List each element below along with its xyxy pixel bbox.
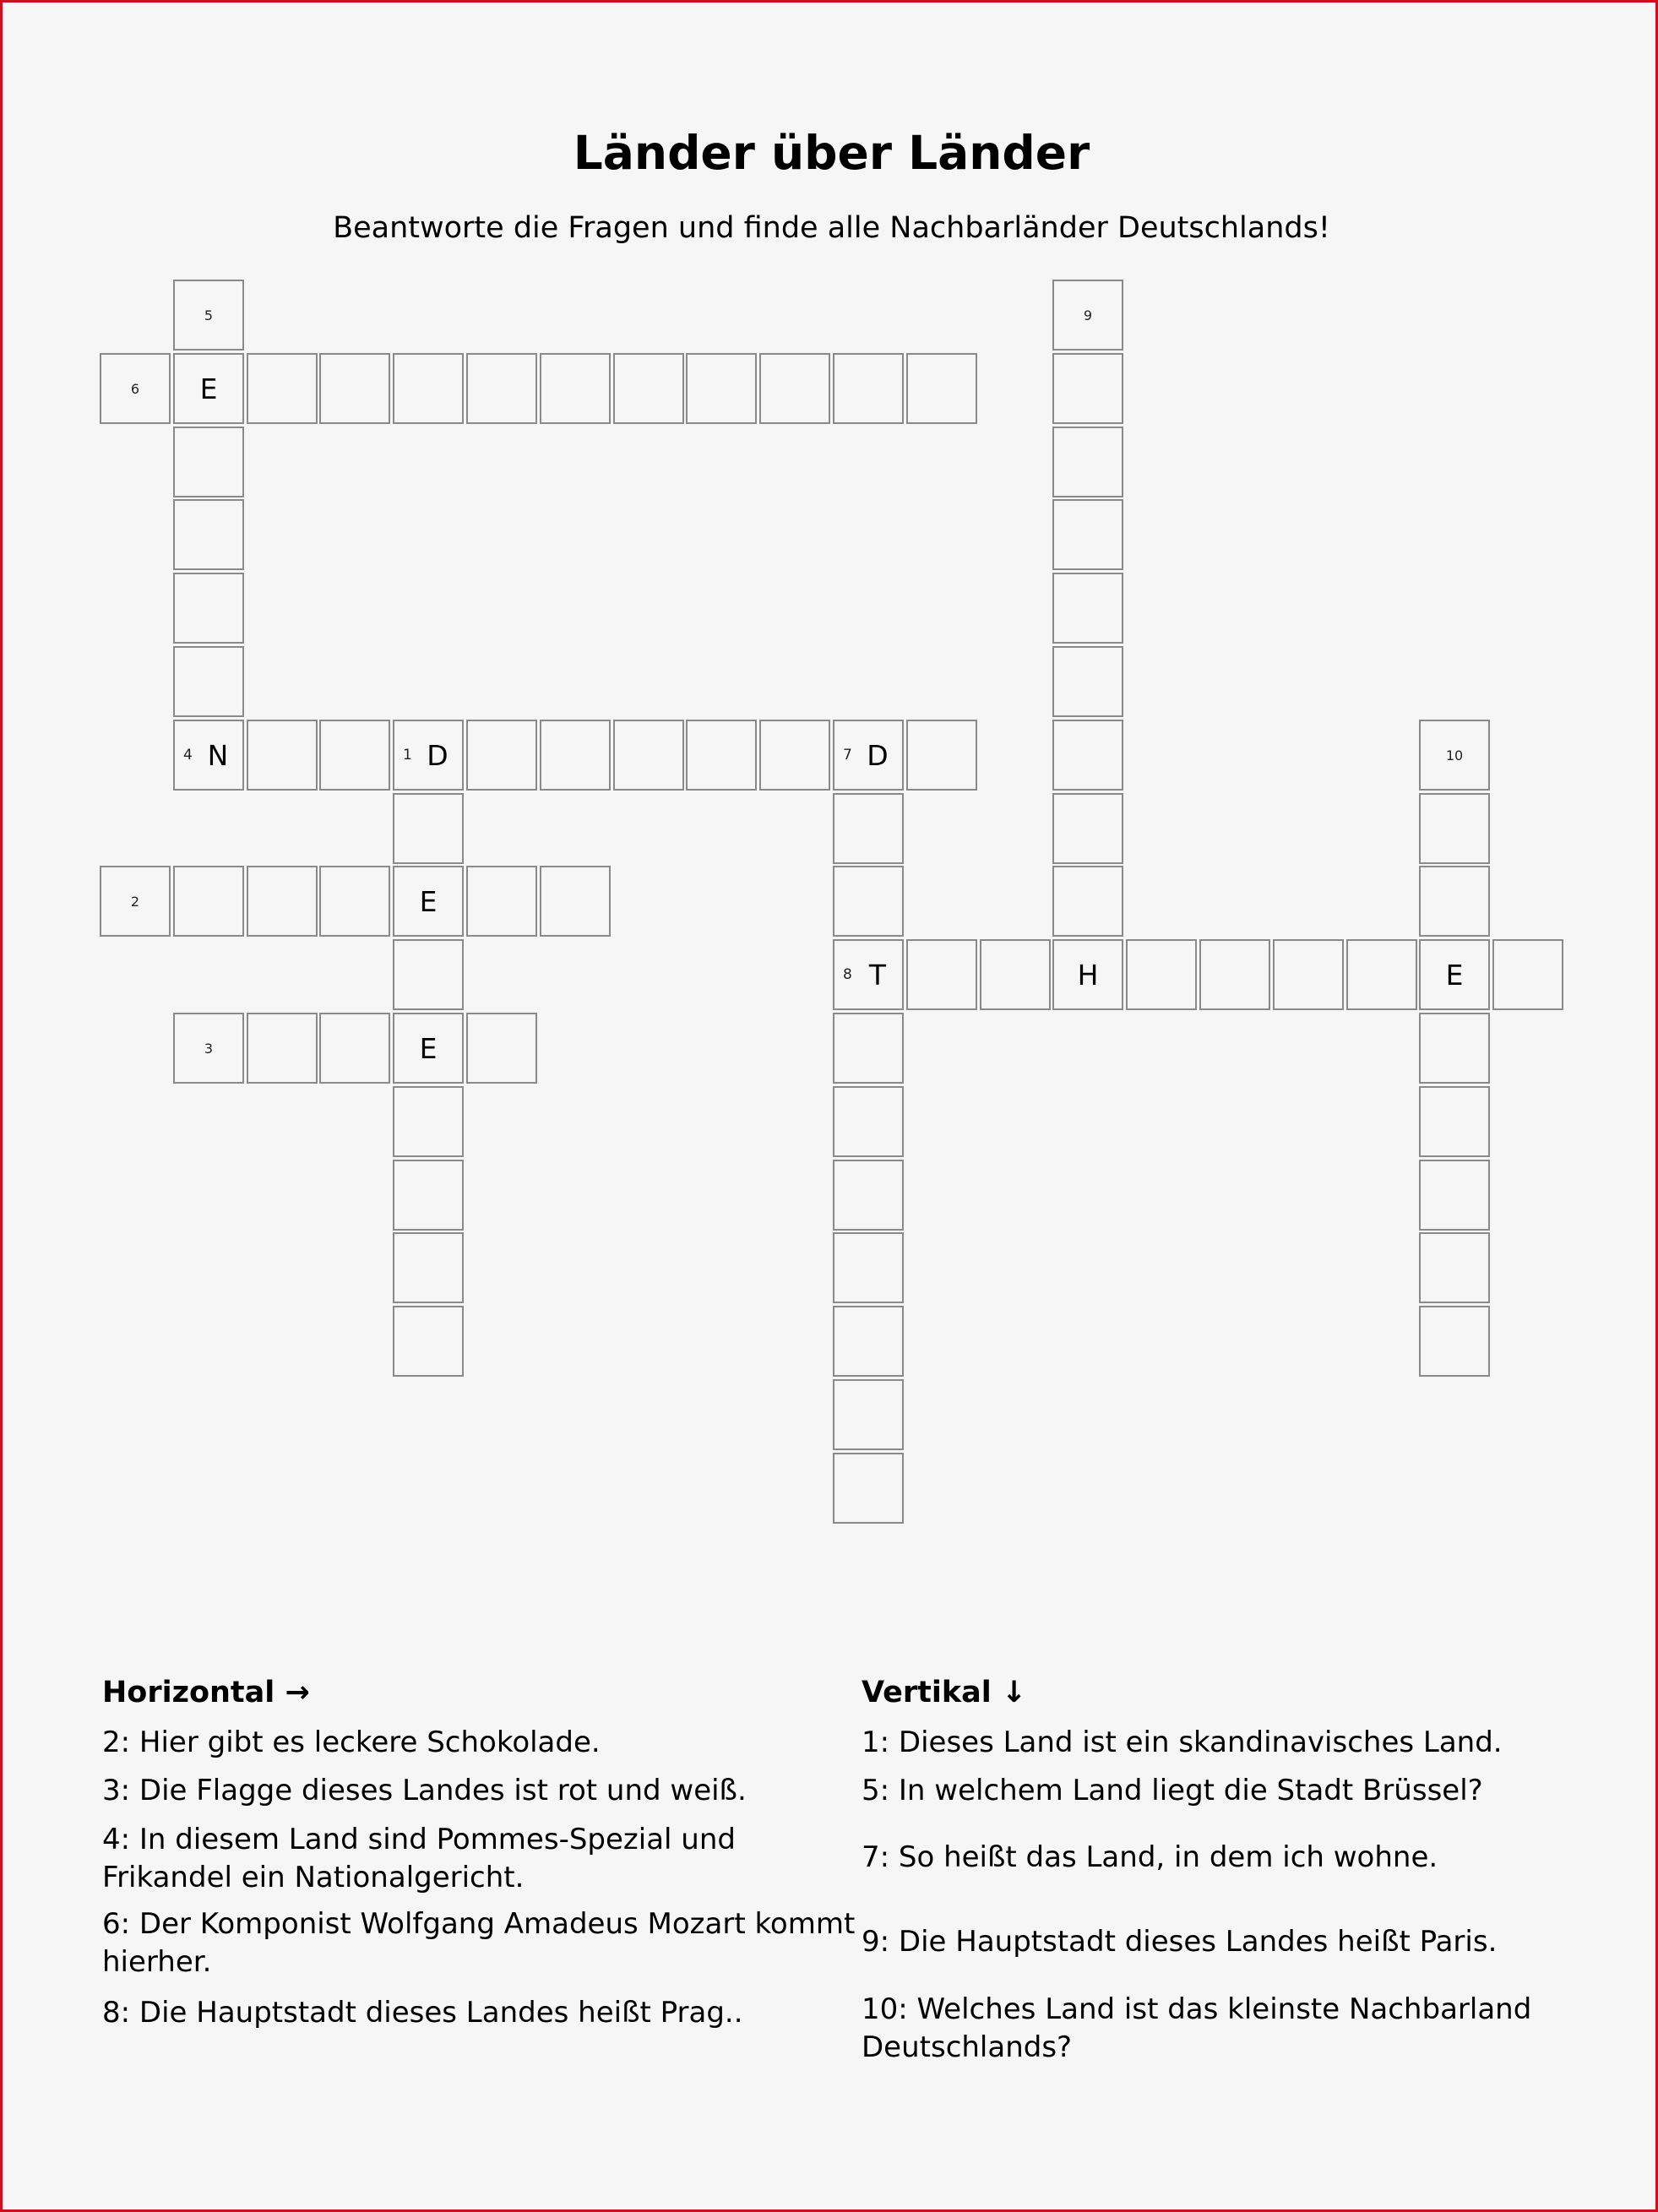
crossword-cell[interactable] <box>100 353 171 424</box>
crossword-cell[interactable] <box>906 720 977 791</box>
crossword-cell[interactable] <box>906 353 977 424</box>
clue-horizontal-3: 3: Die Flagge dieses Landes ist rot und weiß. <box>102 1774 747 1807</box>
crossword-cell[interactable] <box>393 939 464 1010</box>
crossword-cell[interactable] <box>906 939 977 1010</box>
crossword-cell[interactable] <box>540 866 611 937</box>
horizontal-clues <box>102 1671 862 2030</box>
crossword-cell[interactable] <box>833 1160 904 1231</box>
crossword-cell[interactable] <box>173 573 244 644</box>
crossword-cell[interactable] <box>247 866 318 937</box>
clue-horizontal-4: 4: In diesem Land sind Pommes-Spezial und Frikandel ein Nationalgericht. <box>102 1823 736 1894</box>
clue-horizontal-2: 2: Hier gibt es leckere Schokolade. <box>102 1726 601 1759</box>
crossword-cell[interactable] <box>833 720 904 791</box>
crossword-cell[interactable] <box>393 720 464 791</box>
clue-number: 2 <box>130 893 140 910</box>
horizontal-clues-heading: Horizontal → <box>102 1676 310 1709</box>
crossword-grid <box>3 3 1658 1607</box>
crossword-cell[interactable] <box>1273 939 1344 1010</box>
crossword-cell[interactable] <box>1346 939 1417 1010</box>
clue-number: 5 <box>204 307 214 323</box>
crossword-cell[interactable] <box>173 646 244 717</box>
crossword-cell[interactable] <box>833 793 904 864</box>
crossword-cell[interactable] <box>247 353 318 424</box>
prefilled-letter: H <box>1077 958 1099 992</box>
prefilled-letter: T <box>868 958 887 992</box>
crossword-cell[interactable] <box>1419 1160 1490 1231</box>
clue-number: 3 <box>204 1040 214 1057</box>
clue-horizontal-8: 8: Die Hauptstadt dieses Landes heißt Prag.. <box>102 1996 743 2030</box>
crossword-cell[interactable] <box>1052 866 1123 937</box>
clue-number: 7 <box>843 747 852 764</box>
clue-number: 9 <box>1083 307 1093 323</box>
crossword-cell[interactable] <box>393 1306 464 1377</box>
crossword-cell[interactable] <box>393 793 464 864</box>
clue-vertical-5: 5: In welchem Land liegt die Stadt Brüssel? <box>862 1774 1483 1807</box>
crossword-cell[interactable] <box>613 353 684 424</box>
page-subtitle: Beantworte die Fragen und finde alle Nachbarländer Deutschlands! <box>333 211 1330 245</box>
prefilled-letter: D <box>867 738 889 772</box>
clue-number: 4 <box>183 747 193 764</box>
crossword-cell[interactable] <box>759 720 830 791</box>
crossword-cell[interactable] <box>759 353 830 424</box>
crossword-cell[interactable] <box>393 353 464 424</box>
crossword-cell[interactable] <box>1419 1232 1490 1303</box>
crossword-cell[interactable] <box>833 866 904 937</box>
crossword-cell[interactable] <box>833 1306 904 1377</box>
vertical-clues <box>862 1671 1588 2064</box>
crossword-cell[interactable] <box>1419 720 1490 791</box>
clue-number: 10 <box>1445 747 1464 764</box>
crossword-cell[interactable] <box>540 353 611 424</box>
crossword-cell[interactable] <box>833 939 904 1010</box>
crossword-cell[interactable] <box>1052 280 1123 351</box>
crossword-cell[interactable] <box>1052 427 1123 497</box>
crossword-cell[interactable] <box>173 427 244 497</box>
crossword-cell[interactable] <box>1052 939 1123 1010</box>
crossword-cell[interactable] <box>833 1086 904 1157</box>
crossword-cell[interactable] <box>833 1232 904 1303</box>
vertical-clues-heading: Vertikal ↓ <box>862 1676 1027 1709</box>
crossword-cell[interactable] <box>833 1013 904 1084</box>
page-title: Länder über Länder <box>573 126 1090 180</box>
crossword-cell[interactable] <box>1126 939 1197 1010</box>
crossword-cell[interactable] <box>1492 939 1563 1010</box>
crossword-cell[interactable] <box>100 866 171 937</box>
crossword-cell[interactable] <box>1052 646 1123 717</box>
crossword-cell[interactable] <box>173 1013 244 1084</box>
crossword-cell[interactable] <box>1052 353 1123 424</box>
crossword-cell[interactable] <box>1419 1086 1490 1157</box>
crossword-cell[interactable] <box>833 353 904 424</box>
crossword-cell[interactable] <box>393 1086 464 1157</box>
crossword-cell[interactable] <box>686 353 757 424</box>
crossword-cell[interactable] <box>1052 499 1123 570</box>
crossword-cell[interactable] <box>466 353 537 424</box>
crossword-cell[interactable] <box>466 720 537 791</box>
crossword-cell[interactable] <box>247 720 318 791</box>
crossword-cell[interactable] <box>173 353 244 424</box>
crossword-cell[interactable] <box>466 1013 537 1084</box>
crossword-cell[interactable] <box>466 866 537 937</box>
crossword-cell[interactable] <box>173 499 244 570</box>
crossword-cell[interactable] <box>1419 1306 1490 1377</box>
clue-vertical-7: 7: So heißt das Land, in dem ich wohne. <box>862 1840 1438 1874</box>
crossword-cell[interactable] <box>1052 793 1123 864</box>
crossword-cell[interactable] <box>393 1160 464 1231</box>
crossword-cell[interactable] <box>319 720 390 791</box>
crossword-cell[interactable] <box>613 720 684 791</box>
crossword-cell[interactable] <box>173 866 244 937</box>
crossword-cell[interactable] <box>393 1013 464 1084</box>
crossword-cell[interactable] <box>173 720 244 791</box>
crossword-cell[interactable] <box>319 866 390 937</box>
crossword-cell[interactable] <box>1419 939 1490 1010</box>
clue-vertical-1: 1: Dieses Land ist ein skandinavisches Land. <box>862 1726 1503 1759</box>
clue-number: 1 <box>403 747 412 764</box>
prefilled-letter: E <box>419 1031 438 1065</box>
prefilled-letter: E <box>1445 958 1464 992</box>
clue-vertical-9: 9: Die Hauptstadt dieses Landes heißt Paris. <box>862 1925 1498 1959</box>
crossword-cell[interactable] <box>393 1232 464 1303</box>
prefilled-letter: N <box>207 738 229 772</box>
crossword-cell[interactable] <box>1052 720 1123 791</box>
crossword-cell[interactable] <box>319 353 390 424</box>
clue-number: 8 <box>843 966 852 983</box>
prefilled-letter: E <box>419 884 438 918</box>
clue-vertical-10: 10: Welches Land ist das kleinste Nachbarland Deutschlands? <box>862 1992 1532 2064</box>
crossword-cell[interactable] <box>393 866 464 937</box>
crossword-cell[interactable] <box>173 280 244 351</box>
prefilled-letter: E <box>199 372 218 405</box>
crossword-cell[interactable] <box>1052 573 1123 644</box>
crossword-cell[interactable] <box>319 1013 390 1084</box>
crossword-cell[interactable] <box>686 720 757 791</box>
crossword-cell[interactable] <box>1419 1013 1490 1084</box>
crossword-cell[interactable] <box>1419 793 1490 864</box>
clue-horizontal-6: 6: Der Komponist Wolfgang Amadeus Mozart kommt hierher. <box>102 1907 856 1979</box>
crossword-cell[interactable] <box>247 1013 318 1084</box>
crossword-cell[interactable] <box>833 1453 904 1524</box>
crossword-cell[interactable] <box>1419 866 1490 937</box>
prefilled-letter: D <box>427 738 448 772</box>
crossword-cell[interactable] <box>540 720 611 791</box>
crossword-cell[interactable] <box>980 939 1051 1010</box>
crossword-cell[interactable] <box>833 1379 904 1450</box>
crossword-cell[interactable] <box>1199 939 1270 1010</box>
clue-number: 6 <box>130 380 140 397</box>
